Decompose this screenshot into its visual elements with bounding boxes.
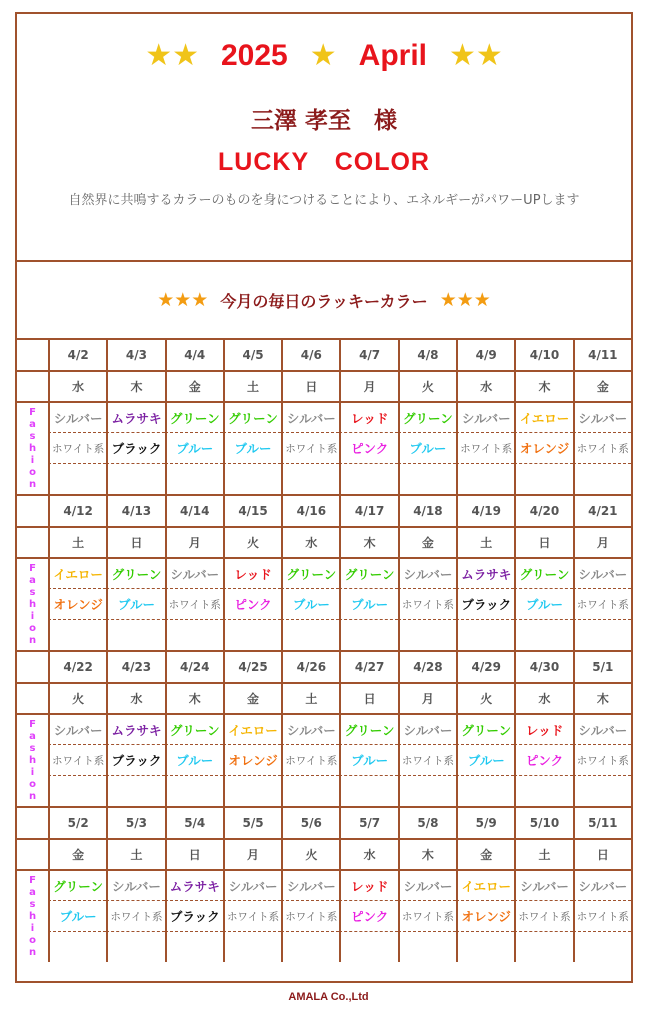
month-label: April: [358, 39, 427, 72]
star-icon: ★★: [145, 38, 199, 73]
customer-name: 三澤 孝至 様: [250, 108, 397, 134]
empty-cell: [106, 776, 164, 806]
secondary-color-cell: ブルー: [398, 433, 456, 464]
secondary-color-cell: ホワイト系: [48, 745, 106, 776]
primary-color-cell: レッド: [223, 557, 281, 589]
secondary-color-cell: ブルー: [48, 901, 106, 932]
empty-cell: [573, 464, 631, 494]
secondary-color-cell: ホワイト系: [398, 745, 456, 776]
fashion-letter: a: [29, 574, 36, 586]
date-cell: 5/11: [573, 806, 631, 838]
weekday-cell: 月: [339, 370, 397, 401]
empty-cell: [398, 776, 456, 806]
weekday-cell: 日: [106, 526, 164, 557]
secondary-color-cell: ブルー: [165, 433, 223, 464]
weekday-cell: 土: [456, 526, 514, 557]
date-cell: 4/18: [398, 494, 456, 526]
date-cell: 4/4: [165, 338, 223, 370]
empty-cell: [339, 932, 397, 962]
weekday-cell: 火: [398, 370, 456, 401]
date-cell: 4/21: [573, 494, 631, 526]
secondary-color-cell: ブルー: [106, 589, 164, 620]
empty-cell: [456, 776, 514, 806]
date-cell: 5/9: [456, 806, 514, 838]
weekday-cell: 火: [48, 682, 106, 713]
date-cell: 4/30: [514, 650, 572, 682]
date-cell: 4/3: [106, 338, 164, 370]
secondary-color-cell: ブルー: [223, 433, 281, 464]
secondary-color-cell: ブルー: [165, 745, 223, 776]
secondary-color-cell: ブルー: [281, 589, 339, 620]
fashion-letter: i: [30, 610, 35, 622]
fashion-letter: F: [29, 718, 36, 730]
fashion-letter: h: [28, 754, 37, 766]
empty-cell: [48, 776, 106, 806]
corner-cell: [17, 650, 48, 682]
weekday-cell: 土: [48, 526, 106, 557]
weekday-cell: 日: [165, 838, 223, 869]
date-cell: 5/5: [223, 806, 281, 838]
date-cell: 4/9: [456, 338, 514, 370]
secondary-color-cell: ホワイト系: [456, 433, 514, 464]
primary-color-cell: ムラサキ: [106, 401, 164, 433]
star-icon: ★★★: [439, 289, 491, 311]
secondary-color-cell: ホワイト系: [573, 433, 631, 464]
date-cell: 4/14: [165, 494, 223, 526]
empty-cell: [106, 464, 164, 494]
secondary-color-cell: ブラック: [456, 589, 514, 620]
date-cell: 4/28: [398, 650, 456, 682]
fashion-letter: n: [28, 946, 37, 958]
empty-cell: [398, 464, 456, 494]
primary-color-cell: グリーン: [339, 557, 397, 589]
fashion-letter: s: [29, 586, 36, 598]
primary-color-cell: グリーン: [165, 401, 223, 433]
empty-cell: [398, 932, 456, 962]
weekday-cell: 木: [165, 682, 223, 713]
empty-cell: [514, 464, 572, 494]
fashion-letter: o: [29, 778, 36, 790]
primary-color-cell: イエロー: [223, 713, 281, 745]
secondary-color-cell: ブラック: [106, 745, 164, 776]
date-cell: 4/8: [398, 338, 456, 370]
primary-color-cell: シルバー: [48, 401, 106, 433]
fashion-letter: h: [28, 442, 37, 454]
empty-cell: [573, 932, 631, 962]
year-label: 2025: [221, 39, 288, 72]
empty-cell: [48, 932, 106, 962]
corner-cell: [17, 838, 48, 869]
secondary-color-cell: ホワイト系: [573, 589, 631, 620]
date-cell: 4/5: [223, 338, 281, 370]
empty-cell: [573, 776, 631, 806]
fashion-letter: i: [30, 766, 35, 778]
corner-cell: [17, 806, 48, 838]
date-cell: 4/15: [223, 494, 281, 526]
weekday-cell: 土: [514, 838, 572, 869]
fashion-label: [17, 557, 48, 650]
secondary-color-cell: ピンク: [339, 901, 397, 932]
primary-color-cell: シルバー: [456, 401, 514, 433]
weekday-cell: 金: [165, 370, 223, 401]
secondary-color-cell: ホワイト系: [573, 901, 631, 932]
date-cell: 4/16: [281, 494, 339, 526]
primary-color-cell: グリーン: [165, 713, 223, 745]
date-cell: 4/20: [514, 494, 572, 526]
primary-color-cell: グリーン: [339, 713, 397, 745]
weekday-cell: 木: [106, 370, 164, 401]
date-cell: 4/10: [514, 338, 572, 370]
empty-cell: [339, 620, 397, 650]
empty-cell: [281, 620, 339, 650]
fashion-letter: i: [30, 922, 35, 934]
primary-color-cell: グリーン: [514, 557, 572, 589]
empty-cell: [165, 620, 223, 650]
primary-color-cell: グリーン: [456, 713, 514, 745]
primary-color-cell: ムラサキ: [106, 713, 164, 745]
date-cell: 4/6: [281, 338, 339, 370]
primary-color-cell: グリーン: [281, 557, 339, 589]
weekday-cell: 水: [281, 526, 339, 557]
weekday-cell: 日: [514, 526, 572, 557]
date-cell: 4/26: [281, 650, 339, 682]
empty-cell: [48, 620, 106, 650]
primary-color-cell: グリーン: [398, 401, 456, 433]
weekday-cell: 火: [223, 526, 281, 557]
weekday-cell: 木: [573, 682, 631, 713]
primary-color-cell: グリーン: [223, 401, 281, 433]
fashion-letter: s: [29, 742, 36, 754]
fashion-letter: a: [29, 886, 36, 898]
fashion-label: [17, 869, 48, 962]
primary-color-cell: イエロー: [456, 869, 514, 901]
empty-cell: [106, 620, 164, 650]
weekday-cell: 土: [106, 838, 164, 869]
primary-color-cell: シルバー: [398, 557, 456, 589]
weekday-cell: 金: [223, 682, 281, 713]
empty-cell: [398, 620, 456, 650]
empty-cell: [223, 620, 281, 650]
weekday-cell: 火: [281, 838, 339, 869]
date-cell: 4/23: [106, 650, 164, 682]
date-cell: 4/29: [456, 650, 514, 682]
date-cell: 4/19: [456, 494, 514, 526]
date-cell: 4/22: [48, 650, 106, 682]
empty-cell: [281, 932, 339, 962]
secondary-color-cell: ブラック: [165, 901, 223, 932]
date-cell: 5/7: [339, 806, 397, 838]
fashion-letter: a: [29, 418, 36, 430]
date-cell: 5/2: [48, 806, 106, 838]
secondary-color-cell: ピンク: [514, 745, 572, 776]
fashion-letter: o: [29, 466, 36, 478]
title-row: [17, 36, 631, 76]
secondary-color-cell: ピンク: [223, 589, 281, 620]
primary-color-cell: シルバー: [281, 869, 339, 901]
date-cell: 4/17: [339, 494, 397, 526]
fashion-letter: n: [28, 634, 37, 646]
corner-cell: [17, 682, 48, 713]
secondary-color-cell: ブルー: [339, 589, 397, 620]
empty-cell: [106, 932, 164, 962]
star-icon: ★★: [449, 38, 503, 73]
secondary-color-cell: ブルー: [339, 745, 397, 776]
secondary-color-cell: オレンジ: [223, 745, 281, 776]
secondary-color-cell: ブルー: [456, 745, 514, 776]
fashion-letter: F: [29, 406, 36, 418]
weekday-cell: 火: [456, 682, 514, 713]
primary-color-cell: シルバー: [48, 713, 106, 745]
primary-color-cell: シルバー: [165, 557, 223, 589]
primary-color-cell: シルバー: [573, 713, 631, 745]
primary-color-cell: シルバー: [398, 869, 456, 901]
fashion-letter: n: [28, 478, 37, 490]
weekday-cell: 木: [398, 838, 456, 869]
weekday-cell: 木: [339, 526, 397, 557]
secondary-color-cell: ホワイト系: [281, 901, 339, 932]
date-cell: 4/13: [106, 494, 164, 526]
corner-cell: [17, 526, 48, 557]
weekday-cell: 水: [48, 370, 106, 401]
date-cell: 5/1: [573, 650, 631, 682]
secondary-color-cell: ホワイト系: [281, 745, 339, 776]
empty-cell: [339, 776, 397, 806]
empty-cell: [573, 620, 631, 650]
date-cell: 5/10: [514, 806, 572, 838]
description: 自然界に共鳴するカラーのものを身につけることにより、エネルギーがパワーUPします: [68, 193, 580, 208]
week-block: [17, 806, 631, 962]
date-cell: 4/27: [339, 650, 397, 682]
week-block: [17, 494, 631, 650]
primary-color-cell: グリーン: [106, 557, 164, 589]
empty-cell: [456, 932, 514, 962]
calendar-frame: [15, 12, 633, 983]
primary-color-cell: レッド: [339, 401, 397, 433]
fashion-letter: F: [29, 562, 36, 574]
primary-color-cell: イエロー: [514, 401, 572, 433]
primary-color-cell: シルバー: [106, 869, 164, 901]
secondary-color-cell: ホワイト系: [398, 589, 456, 620]
subheader: [17, 262, 631, 338]
empty-cell: [514, 776, 572, 806]
fashion-letter: a: [29, 730, 36, 742]
empty-cell: [165, 932, 223, 962]
secondary-color-cell: オレンジ: [48, 589, 106, 620]
weekday-cell: 日: [281, 370, 339, 401]
weekday-cell: 月: [398, 682, 456, 713]
primary-color-cell: レッド: [514, 713, 572, 745]
primary-color-cell: ムラサキ: [165, 869, 223, 901]
secondary-color-cell: ホワイト系: [514, 901, 572, 932]
secondary-color-cell: ホワイト系: [573, 745, 631, 776]
primary-color-cell: ムラサキ: [456, 557, 514, 589]
weekday-cell: 水: [456, 370, 514, 401]
week-block: [17, 650, 631, 806]
secondary-color-cell: ブラック: [106, 433, 164, 464]
secondary-color-cell: ホワイト系: [223, 901, 281, 932]
secondary-color-cell: ブルー: [514, 589, 572, 620]
empty-cell: [281, 776, 339, 806]
fashion-letter: s: [29, 898, 36, 910]
empty-cell: [456, 620, 514, 650]
weekday-cell: 月: [223, 838, 281, 869]
star-icon: ★: [309, 38, 337, 73]
date-cell: 4/12: [48, 494, 106, 526]
weekday-cell: 金: [573, 370, 631, 401]
header: [17, 14, 631, 262]
weekday-cell: 月: [165, 526, 223, 557]
date-cell: 4/24: [165, 650, 223, 682]
date-cell: 4/2: [48, 338, 106, 370]
primary-color-cell: シルバー: [514, 869, 572, 901]
weekday-cell: 金: [398, 526, 456, 557]
company-footer: AMALA Co.,Ltd: [288, 991, 369, 1003]
fashion-letter: i: [30, 454, 35, 466]
fashion-letter: F: [29, 874, 36, 886]
fashion-label: [17, 401, 48, 494]
empty-cell: [165, 464, 223, 494]
fashion-letter: s: [29, 430, 36, 442]
primary-color-cell: シルバー: [223, 869, 281, 901]
primary-color-cell: シルバー: [281, 713, 339, 745]
corner-cell: [17, 370, 48, 401]
empty-cell: [514, 620, 572, 650]
fashion-letter: o: [29, 934, 36, 946]
empty-cell: [48, 464, 106, 494]
primary-color-cell: シルバー: [281, 401, 339, 433]
calendar-grid: [17, 338, 631, 962]
secondary-color-cell: オレンジ: [514, 433, 572, 464]
weekday-cell: 月: [573, 526, 631, 557]
empty-cell: [165, 776, 223, 806]
secondary-color-cell: ホワイト系: [398, 901, 456, 932]
weekday-cell: 土: [223, 370, 281, 401]
subheader-title: 今月の毎日のラッキーカラー: [220, 291, 428, 311]
date-cell: 5/3: [106, 806, 164, 838]
star-icon: ★★★: [157, 289, 209, 311]
fashion-letter: h: [28, 598, 37, 610]
secondary-color-cell: ホワイト系: [106, 901, 164, 932]
weekday-cell: 水: [514, 682, 572, 713]
corner-cell: [17, 494, 48, 526]
secondary-color-cell: ピンク: [339, 433, 397, 464]
primary-color-cell: レッド: [339, 869, 397, 901]
date-cell: 4/25: [223, 650, 281, 682]
lucky-color-title: LUCKY COLOR: [218, 148, 430, 176]
empty-cell: [339, 464, 397, 494]
date-cell: 5/6: [281, 806, 339, 838]
date-cell: 4/11: [573, 338, 631, 370]
weekday-cell: 水: [106, 682, 164, 713]
date-cell: 4/7: [339, 338, 397, 370]
primary-color-cell: イエロー: [48, 557, 106, 589]
empty-cell: [223, 464, 281, 494]
weekday-cell: 木: [514, 370, 572, 401]
fashion-letter: n: [28, 790, 37, 802]
date-cell: 5/8: [398, 806, 456, 838]
date-cell: 5/4: [165, 806, 223, 838]
corner-cell: [17, 338, 48, 370]
weekday-cell: 土: [281, 682, 339, 713]
primary-color-cell: グリーン: [48, 869, 106, 901]
primary-color-cell: シルバー: [398, 713, 456, 745]
secondary-color-cell: オレンジ: [456, 901, 514, 932]
empty-cell: [223, 776, 281, 806]
secondary-color-cell: ホワイト系: [165, 589, 223, 620]
weekday-cell: 水: [339, 838, 397, 869]
fashion-letter: h: [28, 910, 37, 922]
weekday-cell: 金: [456, 838, 514, 869]
fashion-label: [17, 713, 48, 806]
primary-color-cell: シルバー: [573, 401, 631, 433]
secondary-color-cell: ホワイト系: [281, 433, 339, 464]
week-block: [17, 338, 631, 494]
fashion-letter: o: [29, 622, 36, 634]
primary-color-cell: シルバー: [573, 557, 631, 589]
weekday-cell: 日: [573, 838, 631, 869]
empty-cell: [456, 464, 514, 494]
empty-cell: [223, 932, 281, 962]
weekday-cell: 日: [339, 682, 397, 713]
secondary-color-cell: ホワイト系: [48, 433, 106, 464]
empty-cell: [281, 464, 339, 494]
weekday-cell: 金: [48, 838, 106, 869]
empty-cell: [514, 932, 572, 962]
primary-color-cell: シルバー: [573, 869, 631, 901]
